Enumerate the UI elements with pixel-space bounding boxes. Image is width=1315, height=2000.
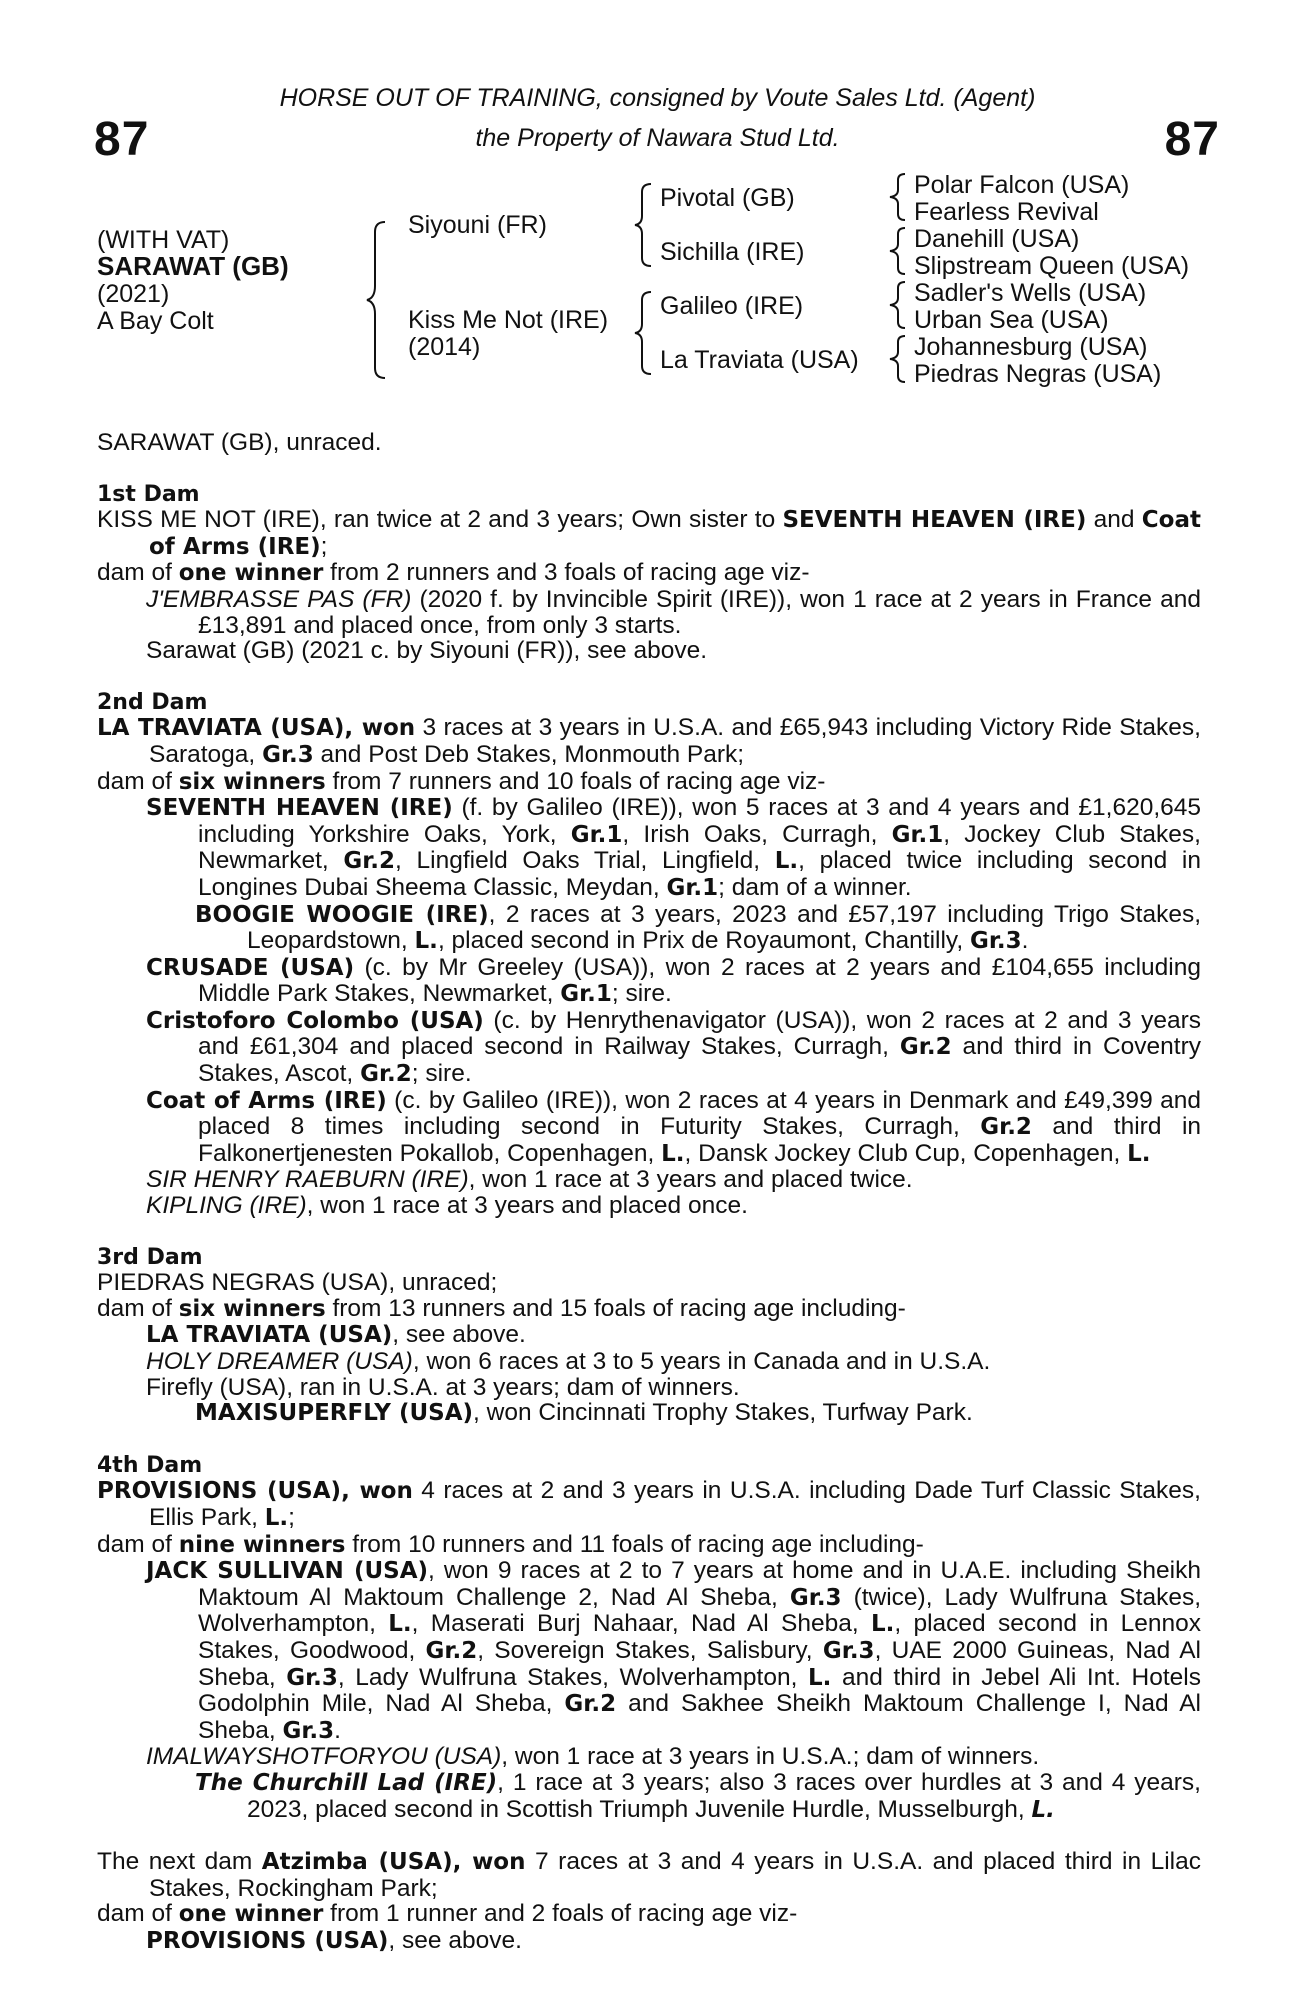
produce-seventh-heaven: SEVENTH HEAVEN (IRE) (f. by Galileo (IRE)), won 5 races at 3 and 4 years and £1,620,645 including Yorkshire Oaks, York, Gr.1, Irish Oaks, Curragh, Gr.1, Jockey Club Stakes, Newmarket, Gr.2, Lingfield Oaks Trial, Lingfield, L., placed twice including second in Longines Dubai Sheema Classic, Meydan, Gr.1; dam of a winner. (146, 794, 1202, 901)
dam-sire-name: Galileo (IRE) (660, 292, 804, 320)
dam-year: (2014) (408, 333, 481, 361)
ancestor-1: Polar Falcon (USA) (914, 171, 1130, 199)
produce-maxisuperfly: MAXISUPERFLY (USA), won Cincinnati Trophy Stakes, Turfway Park. (195, 1399, 973, 1427)
pedigree-brace-sire (633, 182, 657, 268)
horse-description: A Bay Colt (97, 307, 214, 335)
horse-name: SARAWAT (GB) (97, 251, 289, 281)
sire-name: Siyouni (FR) (408, 211, 547, 239)
third-dam-produce: dam of six winners from 13 runners and 15 foals of racing age including- (97, 1294, 906, 1322)
vat-label: (WITH VAT) (97, 226, 230, 254)
ancestor-8: Piedras Negras (USA) (914, 360, 1162, 388)
fourth-dam-entry: PROVISIONS (USA), won 4 races at 2 and 3 years in U.S.A. including Dade Turf Classic Stakes, Ellis Park, L.; (97, 1477, 1201, 1531)
produce-la-traviata: LA TRAVIATA (USA), see above. (146, 1321, 526, 1349)
fourth-dam-produce: dam of nine winners from 10 runners and 11 foals of racing age including- (97, 1530, 924, 1558)
second-dam-entry: LA TRAVIATA (USA), won 3 races at 3 years in U.S.A. and £65,943 including Victory Ride Stakes, Saratoga, Gr.3 and Post Deb Stakes, Monmouth Park; (97, 714, 1201, 768)
catalogue-text (97, 430, 1201, 1954)
produce-jack-sullivan: JACK SULLIVAN (USA), won 9 races at 2 to 7 years at home and in U.A.E. including Sheikh Maktoum Al Maktoum Challenge 2, Nad Al Sheba, Gr.3 (twice), Lady Wulfruna Stakes, Wolverhampton, L., Maserati Burj Nahaar, Nad Al Sheba, L., placed second in Lennox Stakes, Goodwood, Gr.2, Sovereign Stakes, Salisbury, Gr.3, UAE 2000 Guineas, Nad Al Sheba, Gr.3, Lady Wulfruna Stakes, Wolverhampton, L. and third in Jebel Ali Int. Hotels Godolphin Mile, Nad Al Sheba, Gr.2 and Sakhee Sheikh Maktoum Challenge I, Nad Al Sheba, Gr.3. (146, 1557, 1202, 1744)
ancestor-5: Sadler's Wells (USA) (914, 279, 1147, 307)
third-dam-entry: PIEDRAS NEGRAS (USA), unraced; (97, 1269, 498, 1297)
intro-line: SARAWAT (GB), unraced. (97, 429, 382, 456)
dam-dam-name: La Traviata (USA) (660, 346, 859, 374)
sire-sire-name: Pivotal (GB) (660, 184, 795, 212)
produce-cristoforo-colombo: Cristoforo Colombo (USA) (c. by Henrythenavigator (USA)), won 2 races at 2 and 3 years and £61,304 and placed second in Railway Stakes, Curragh, Gr.2 and third in Coventry Stakes, Ascot, Gr.2; sire. (146, 1006, 1201, 1088)
second-dam-heading: 2nd Dam (97, 689, 208, 715)
ancestor-2: Fearless Revival (914, 198, 1099, 226)
produce-imalwayshotforyou: IMALWAYSHOTFORYOU (USA), won 1 race at 3 years in U.S.A.; dam of winners. (146, 1743, 1040, 1771)
consignment-line: HORSE OUT OF TRAINING, consigned by Voute Sales Ltd. (Agent) (279, 84, 1036, 112)
produce-coat-of-arms: Coat of Arms (IRE) (c. by Galileo (IRE)), won 2 races at 4 years in Denmark and £49,399 and placed 8 times including second in Futurity Stakes, Curragh, Gr.2 and third in Falkonertjenesten Pokallob, Copenhagen, L., Dansk Jockey Club Cup, Copenhagen, L. (146, 1086, 1202, 1167)
sire-dam-name: Sichilla (IRE) (660, 238, 805, 266)
lot-number-left: 87 (94, 113, 150, 166)
lot-number-right: 87 (1164, 113, 1220, 166)
horse-year: (2021) (97, 280, 170, 308)
first-dam-heading: 1st Dam (97, 481, 200, 507)
first-dam-produce: dam of one winner from 2 runners and 3 foals of racing age viz- (97, 559, 810, 587)
property-line: the Property of Nawara Stud Ltd. (475, 124, 840, 152)
produce-boogie-woogie: BOOGIE WOOGIE (IRE), 2 races at 3 years, 2023 and £57,197 including Trigo Stakes, Leopardstown, L., placed second in Prix de Royaumont, Chantilly, Gr.3. (195, 900, 1201, 955)
second-dam-produce: dam of six winners from 7 runners and 10 foals of racing age viz- (97, 767, 826, 795)
pedigree-braces-fourth (887, 172, 909, 384)
first-dam-entry: KISS ME NOT (IRE), ran twice at 2 and 3 years; Own sister to SEVENTH HEAVEN (IRE) and Coat of Arms (IRE); (97, 506, 1201, 560)
ancestor-7: Johannesburg (USA) (914, 333, 1148, 361)
produce-holy-dreamer: HOLY DREAMER (USA), won 6 races at 3 to 5 years in Canada and in U.S.A. (146, 1348, 991, 1375)
ancestor-3: Danehill (USA) (914, 225, 1080, 253)
next-dam-entry: The next dam Atzimba (USA), won 7 races at 3 and 4 years in U.S.A. and placed third in Lilac Stakes, Rockingham Park; (97, 1848, 1201, 1902)
pedigree-brace-dam (633, 290, 657, 376)
ancestor-6: Urban Sea (USA) (914, 306, 1109, 334)
produce-crusade: CRUSADE (USA) (c. by Mr Greeley (USA)), won 2 races at 2 years and £104,655 including Middle Park Stakes, Newmarket, Gr.1; sire. (146, 953, 1201, 1008)
produce-kipling: KIPLING (IRE), won 1 race at 3 years and placed once. (146, 1192, 748, 1220)
produce-jembrasse-pas: J'EMBRASSE PAS (FR) (2020 f. by Invincible Spirit (IRE)), won 1 race at 2 years in France and £13,891 and placed once, from only 3 starts. (146, 585, 1201, 639)
produce-firefly: Firefly (USA), ran in U.S.A. at 3 years; dam of winners. (146, 1373, 740, 1401)
next-dam-produce: dam of one winner from 1 runner and 2 foals of racing age viz- (97, 1900, 798, 1928)
produce-provisions: PROVISIONS (USA), see above. (146, 1926, 522, 1954)
ancestor-4: Slipstream Queen (USA) (914, 252, 1190, 280)
fourth-dam-heading: 4th Dam (97, 1452, 203, 1478)
pedigree-brace-main (365, 220, 395, 380)
dam-name: Kiss Me Not (IRE) (408, 306, 609, 334)
produce-the-churchill-lad: The Churchill Lad (IRE), 1 race at 3 years; also 3 races over hurdles at 3 and 4 years, 2023, placed second in Scottish Triumph Juvenile Hurdle, Musselburgh, L. (195, 1768, 1201, 1823)
third-dam-heading: 3rd Dam (97, 1244, 203, 1270)
produce-sarawat: Sarawat (GB) (2021 c. by Siyouni (FR)), see above. (146, 637, 707, 665)
produce-sir-henry-raeburn: SIR HENRY RAEBURN (IRE), won 1 race at 3 years and placed twice. (146, 1166, 913, 1194)
